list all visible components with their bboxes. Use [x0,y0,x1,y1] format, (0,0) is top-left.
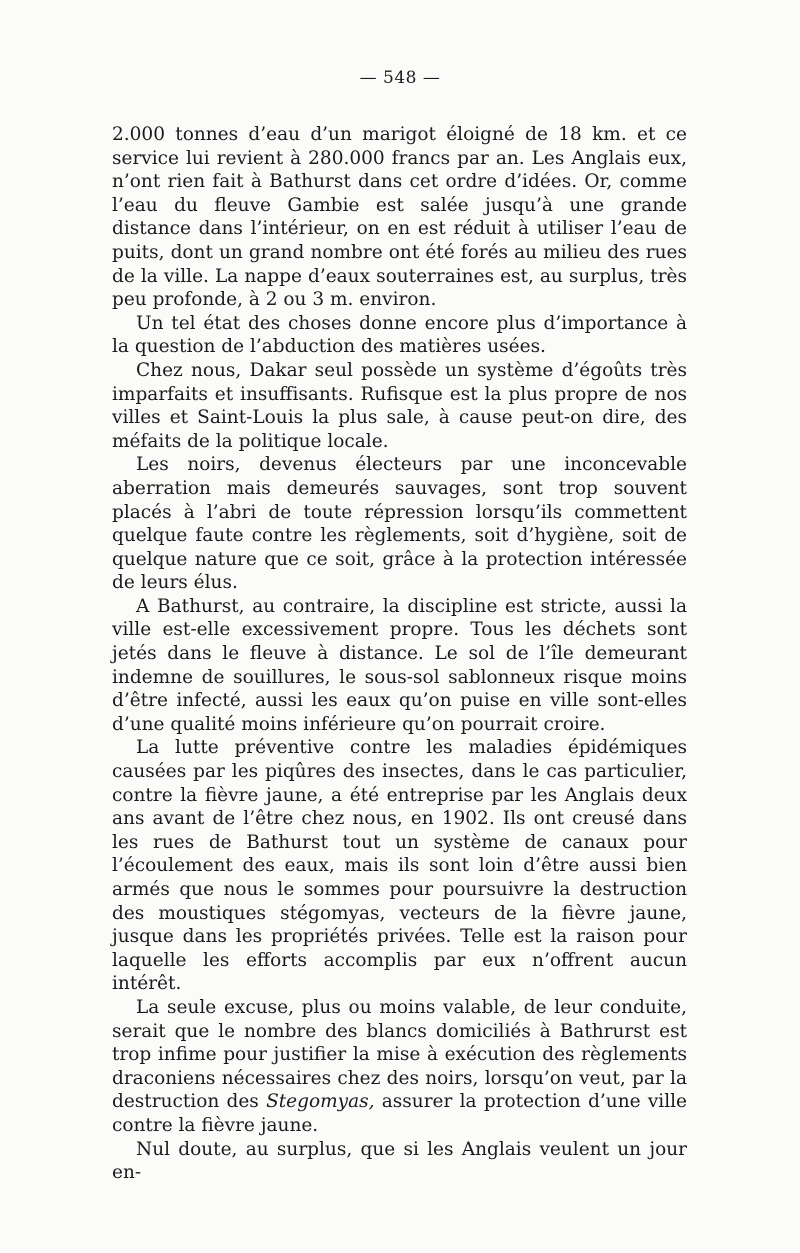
paragraph: Un tel état des choses donne encore plus d’importance à la question de l’abduction des matières usées. [112,312,687,358]
paragraph: Chez nous, Dakar seul possède un système d’égoûts très imparfaits et insuffisants. Rufisque est la plus propre de nos villes et Saint-Louis la plus sale, à cause peut-on dire, des méfaits de la politique locale. [112,359,687,452]
italic-term: Stegomyas, [266,1091,375,1113]
body-text [112,123,687,1185]
page-number-header: — 548 — [359,68,441,88]
paragraph: A Bathurst, au contraire, la discipline est stricte, aussi la ville est-elle excessivement propre. Tous les déchets sont jetés dans le fleuve à distance. Le sol de l’île demeurant indemne de souillures, le sous-sol sablonneux risque moins d’être infecté, aussi les eaux qu’on puise en ville sont-elles d’une qualité moins inférieure qu’on pourrait croire. [112,595,687,735]
paragraph: La lutte préventive contre les maladies épidémiques causées par les piqûres des insectes, dans le cas particulier, contre la fièvre jaune, a été entreprise par les Anglais deux ans avant de l’être chez nous, en 1902. Ils ont creusé dans les rues de Bathurst tout un système de canaux pour l’écoulement des eaux, mais ils sont loin d’être aussi bien armés que nous le sommes pour poursuivre la destruction des moustiques stégomyas, vecteurs de la fièvre jaune, jusque dans les propriétés privées. Telle est la raison pour laquelle les efforts accomplis par eux n’offrent aucun intérêt. [112,737,687,995]
paragraph-text: assurer la protection d’une ville contre la fièvre jaune. [112,1091,687,1136]
paragraph-text: La seule excuse, plus ou moins valable, de leur conduite, serait que le nombre des blancs domiciliés à Bathrurst est trop infime pour justifier la mise à exécution des règlements draconiens nécessaires chez des noirs, lorsqu’on veut, par la destruction des [112,996,687,1113]
paragraph: 2.000 tonnes d’eau d’un marigot éloigné de 18 km. et ce service lui revient à 280.000 francs par an. Les Anglais eux, n’ont rien fait à Bathurst dans cet ordre d’idées. Or, comme l’eau du fleuve Gambie est salée jusqu’à une grande distance dans l’intérieur, on en est réduit à utiliser l’eau de puits, dont un grand nombre ont été forés au milieu des rues de la ville. La nappe d’eaux souterraines est, au surplus, très peu profonde, à 2 ou 3 m. environ. [112,124,687,311]
paragraph [112,996,687,1138]
paragraph: Les noirs, devenus électeurs par une inconcevable aberration mais demeurés sauvages, sont trop souvent placés à l’abri de toute répression lorsqu’ils commettent quelque faute contre les règlements, soit d’hygiène, soit de quelque nature que ce soit, grâce à la protection intéressée de leurs élus. [112,454,687,594]
paragraph: Nul doute, au surplus, que si les Anglais veulent un jour en- [112,1138,687,1184]
